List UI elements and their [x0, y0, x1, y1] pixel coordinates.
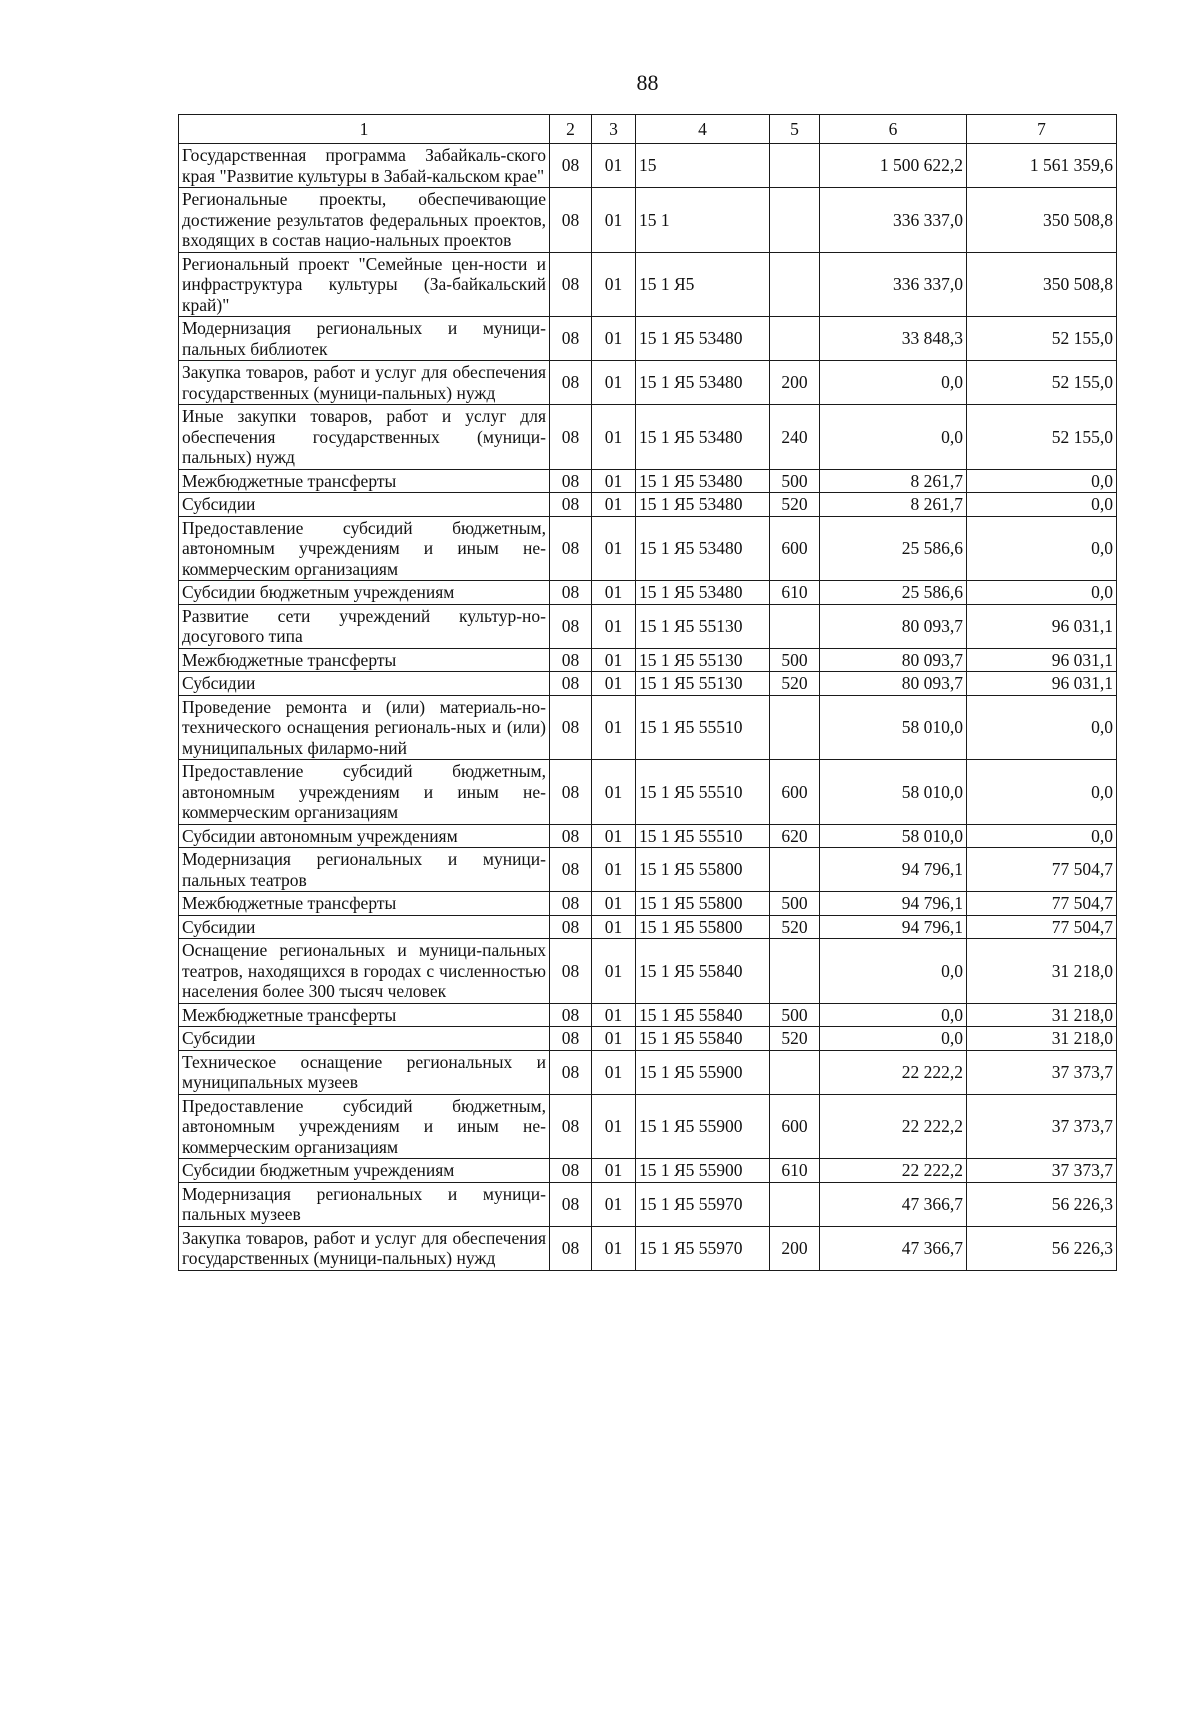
target-article-code: 15 1 Я5 55800	[636, 848, 770, 892]
header-cell: 3	[592, 115, 636, 144]
amount-year-1: 80 093,7	[820, 604, 967, 648]
expense-type-code: 500	[770, 648, 820, 672]
amount-year-1: 336 337,0	[820, 188, 967, 253]
section-code: 08	[550, 892, 592, 916]
row-description: Региональные проекты, обеспечивающие достижение результатов федеральных проектов, входящих в состав нацио-нальных проектов	[179, 188, 550, 253]
table-row	[179, 188, 1117, 253]
table-row	[179, 581, 1117, 605]
amount-year-2: 56 226,3	[967, 1226, 1117, 1270]
amount-year-2: 37 373,7	[967, 1050, 1117, 1094]
table-row	[179, 1226, 1117, 1270]
row-description: Модернизация региональных и муници-пальных музеев	[179, 1182, 550, 1226]
target-article-code: 15 1 Я5 55970	[636, 1226, 770, 1270]
target-article-code: 15 1 Я5 53480	[636, 581, 770, 605]
subsection-code: 01	[592, 760, 636, 825]
header-cell: 4	[636, 115, 770, 144]
row-description: Межбюджетные трансферты	[179, 469, 550, 493]
subsection-code: 01	[592, 188, 636, 253]
amount-year-1: 47 366,7	[820, 1182, 967, 1226]
target-article-code: 15 1 Я5 55840	[636, 1003, 770, 1027]
target-article-code: 15 1 Я5 53480	[636, 361, 770, 405]
table-row	[179, 695, 1117, 760]
expense-type-code: 620	[770, 824, 820, 848]
target-article-code: 15 1 Я5 53480	[636, 405, 770, 470]
table-row	[179, 361, 1117, 405]
expense-type-code: 520	[770, 493, 820, 517]
amount-year-1: 8 261,7	[820, 493, 967, 517]
row-description: Предоставление субсидий бюджетным, автономным учреждениям и иным не-коммерческим организациям	[179, 516, 550, 581]
target-article-code: 15 1 Я5 55840	[636, 1027, 770, 1051]
amount-year-2: 0,0	[967, 760, 1117, 825]
expense-type-code: 240	[770, 405, 820, 470]
section-code: 08	[550, 672, 592, 696]
target-article-code: 15 1 Я5 53480	[636, 516, 770, 581]
row-description: Оснащение региональных и муници-пальных театров, находящихся в городах с численностью населения более 300 тысяч человек	[179, 939, 550, 1004]
section-code: 08	[550, 604, 592, 648]
expense-type-code: 610	[770, 1159, 820, 1183]
amount-year-2: 52 155,0	[967, 405, 1117, 470]
subsection-code: 01	[592, 915, 636, 939]
section-code: 08	[550, 405, 592, 470]
amount-year-2: 0,0	[967, 824, 1117, 848]
target-article-code: 15 1 Я5 55510	[636, 695, 770, 760]
amount-year-2: 0,0	[967, 469, 1117, 493]
subsection-code: 01	[592, 892, 636, 916]
row-description: Субсидии автономным учреждениям	[179, 824, 550, 848]
section-code: 08	[550, 581, 592, 605]
expense-type-code: 500	[770, 1003, 820, 1027]
amount-year-2: 31 218,0	[967, 1027, 1117, 1051]
section-code: 08	[550, 915, 592, 939]
expense-type-code: 600	[770, 1094, 820, 1159]
subsection-code: 01	[592, 1182, 636, 1226]
row-description: Модернизация региональных и муници-пальных театров	[179, 848, 550, 892]
table-row	[179, 939, 1117, 1004]
target-article-code: 15 1 Я5 53480	[636, 317, 770, 361]
expense-type-code: 610	[770, 581, 820, 605]
amount-year-2: 350 508,8	[967, 188, 1117, 253]
target-article-code: 15 1 Я5 55510	[636, 760, 770, 825]
section-code: 08	[550, 1182, 592, 1226]
subsection-code: 01	[592, 1094, 636, 1159]
amount-year-2: 96 031,1	[967, 604, 1117, 648]
expense-type-code: 500	[770, 892, 820, 916]
amount-year-1: 336 337,0	[820, 252, 967, 317]
subsection-code: 01	[592, 1226, 636, 1270]
budget-table	[178, 114, 1117, 1271]
amount-year-1: 0,0	[820, 939, 967, 1004]
row-description: Субсидии	[179, 493, 550, 517]
amount-year-2: 0,0	[967, 516, 1117, 581]
target-article-code: 15 1 Я5 53480	[636, 469, 770, 493]
target-article-code: 15 1 Я5 55130	[636, 604, 770, 648]
row-description: Закупка товаров, работ и услуг для обеспечения государственных (муници-пальных) нужд	[179, 1226, 550, 1270]
target-article-code: 15 1 Я5	[636, 252, 770, 317]
expense-type-code: 520	[770, 672, 820, 696]
row-description: Техническое оснащение региональных и муниципальных музеев	[179, 1050, 550, 1094]
amount-year-2: 37 373,7	[967, 1159, 1117, 1183]
amount-year-2: 52 155,0	[967, 361, 1117, 405]
header-cell: 1	[179, 115, 550, 144]
expense-type-code: 200	[770, 1226, 820, 1270]
amount-year-1: 22 222,2	[820, 1094, 967, 1159]
section-code: 08	[550, 824, 592, 848]
section-code: 08	[550, 648, 592, 672]
expense-type-code	[770, 1182, 820, 1226]
amount-year-1: 22 222,2	[820, 1050, 967, 1094]
row-description: Межбюджетные трансферты	[179, 1003, 550, 1027]
table-row	[179, 405, 1117, 470]
row-description: Субсидии	[179, 1027, 550, 1051]
subsection-code: 01	[592, 848, 636, 892]
section-code: 08	[550, 848, 592, 892]
row-description: Предоставление субсидий бюджетным, автономным учреждениям и иным не-коммерческим организациям	[179, 760, 550, 825]
table-row	[179, 892, 1117, 916]
subsection-code: 01	[592, 317, 636, 361]
amount-year-1: 80 093,7	[820, 672, 967, 696]
target-article-code: 15 1 Я5 55130	[636, 648, 770, 672]
table-row	[179, 516, 1117, 581]
header-cell: 7	[967, 115, 1117, 144]
subsection-code: 01	[592, 672, 636, 696]
section-code: 08	[550, 760, 592, 825]
amount-year-1: 58 010,0	[820, 695, 967, 760]
target-article-code: 15 1 Я5 55900	[636, 1094, 770, 1159]
section-code: 08	[550, 1003, 592, 1027]
amount-year-1: 94 796,1	[820, 915, 967, 939]
target-article-code: 15 1	[636, 188, 770, 253]
subsection-code: 01	[592, 252, 636, 317]
amount-year-2: 56 226,3	[967, 1182, 1117, 1226]
expense-type-code	[770, 144, 820, 188]
row-description: Субсидии	[179, 915, 550, 939]
section-code: 08	[550, 939, 592, 1004]
target-article-code: 15 1 Я5 55130	[636, 672, 770, 696]
amount-year-2: 37 373,7	[967, 1094, 1117, 1159]
amount-year-1: 22 222,2	[820, 1159, 967, 1183]
amount-year-2: 0,0	[967, 493, 1117, 517]
table-row	[179, 848, 1117, 892]
table-row	[179, 1050, 1117, 1094]
section-code: 08	[550, 361, 592, 405]
table-row	[179, 1003, 1117, 1027]
table-row	[179, 1027, 1117, 1051]
expense-type-code	[770, 317, 820, 361]
row-description: Межбюджетные трансферты	[179, 892, 550, 916]
amount-year-1: 80 093,7	[820, 648, 967, 672]
row-description: Иные закупки товаров, работ и услуг для обеспечения государственных (муници-пальных) нужд	[179, 405, 550, 470]
amount-year-1: 47 366,7	[820, 1226, 967, 1270]
page-number: 88	[636, 70, 659, 95]
subsection-code: 01	[592, 361, 636, 405]
amount-year-2: 77 504,7	[967, 848, 1117, 892]
table-row	[179, 760, 1117, 825]
row-description: Субсидии	[179, 672, 550, 696]
expense-type-code	[770, 604, 820, 648]
target-article-code: 15 1 Я5 55800	[636, 915, 770, 939]
expense-type-code	[770, 848, 820, 892]
amount-year-2: 31 218,0	[967, 1003, 1117, 1027]
section-code: 08	[550, 144, 592, 188]
table-row	[179, 317, 1117, 361]
row-description: Проведение ремонта и (или) материаль-но-технического оснащения региональ-ных и (или) муниципальных филармо-ний	[179, 695, 550, 760]
table-row	[179, 1094, 1117, 1159]
subsection-code: 01	[592, 1159, 636, 1183]
section-code: 08	[550, 252, 592, 317]
subsection-code: 01	[592, 1027, 636, 1051]
section-code: 08	[550, 1159, 592, 1183]
amount-year-1: 1 500 622,2	[820, 144, 967, 188]
amount-year-1: 0,0	[820, 361, 967, 405]
amount-year-1: 33 848,3	[820, 317, 967, 361]
table-row	[179, 493, 1117, 517]
row-description: Государственная программа Забайкаль-ского края "Развитие культуры в Забай-кальском крае"	[179, 144, 550, 188]
expense-type-code: 520	[770, 1027, 820, 1051]
table-row	[179, 252, 1117, 317]
amount-year-1: 58 010,0	[820, 760, 967, 825]
row-description: Закупка товаров, работ и услуг для обеспечения государственных (муници-пальных) нужд	[179, 361, 550, 405]
header-cell: 2	[550, 115, 592, 144]
subsection-code: 01	[592, 939, 636, 1004]
section-code: 08	[550, 516, 592, 581]
subsection-code: 01	[592, 581, 636, 605]
amount-year-1: 0,0	[820, 1027, 967, 1051]
amount-year-1: 94 796,1	[820, 848, 967, 892]
amount-year-1: 25 586,6	[820, 581, 967, 605]
target-article-code: 15 1 Я5 55970	[636, 1182, 770, 1226]
header-cell: 5	[770, 115, 820, 144]
amount-year-2: 52 155,0	[967, 317, 1117, 361]
target-article-code: 15 1 Я5 55840	[636, 939, 770, 1004]
table-row	[179, 604, 1117, 648]
header-cell: 6	[820, 115, 967, 144]
expense-type-code: 600	[770, 516, 820, 581]
row-description: Субсидии бюджетным учреждениям	[179, 1159, 550, 1183]
subsection-code: 01	[592, 695, 636, 760]
amount-year-2: 31 218,0	[967, 939, 1117, 1004]
subsection-code: 01	[592, 144, 636, 188]
section-code: 08	[550, 1050, 592, 1094]
row-description: Модернизация региональных и муници-пальных библиотек	[179, 317, 550, 361]
expense-type-code: 600	[770, 760, 820, 825]
table-row	[179, 824, 1117, 848]
amount-year-1: 25 586,6	[820, 516, 967, 581]
expense-type-code: 520	[770, 915, 820, 939]
subsection-code: 01	[592, 1003, 636, 1027]
subsection-code: 01	[592, 604, 636, 648]
target-article-code: 15	[636, 144, 770, 188]
amount-year-2: 96 031,1	[967, 672, 1117, 696]
section-code: 08	[550, 469, 592, 493]
row-description: Развитие сети учреждений культур-но-досугового типа	[179, 604, 550, 648]
table-row	[179, 1182, 1117, 1226]
target-article-code: 15 1 Я5 55900	[636, 1050, 770, 1094]
subsection-code: 01	[592, 493, 636, 517]
expense-type-code	[770, 188, 820, 253]
row-description: Субсидии бюджетным учреждениям	[179, 581, 550, 605]
amount-year-1: 58 010,0	[820, 824, 967, 848]
row-description: Предоставление субсидий бюджетным, автономным учреждениям и иным не-коммерческим организациям	[179, 1094, 550, 1159]
target-article-code: 15 1 Я5 53480	[636, 493, 770, 517]
expense-type-code	[770, 939, 820, 1004]
expense-type-code: 500	[770, 469, 820, 493]
table-row	[179, 672, 1117, 696]
amount-year-2: 96 031,1	[967, 648, 1117, 672]
amount-year-1: 0,0	[820, 405, 967, 470]
section-code: 08	[550, 695, 592, 760]
amount-year-2: 350 508,8	[967, 252, 1117, 317]
table-row	[179, 144, 1117, 188]
table-row	[179, 648, 1117, 672]
section-code: 08	[550, 188, 592, 253]
row-description: Региональный проект "Семейные цен-ности и инфраструктура культуры (За-байкальский край)"	[179, 252, 550, 317]
section-code: 08	[550, 1027, 592, 1051]
amount-year-2: 0,0	[967, 581, 1117, 605]
section-code: 08	[550, 493, 592, 517]
target-article-code: 15 1 Я5 55800	[636, 892, 770, 916]
table-row	[179, 915, 1117, 939]
table-row	[179, 469, 1117, 493]
section-code: 08	[550, 1094, 592, 1159]
section-code: 08	[550, 317, 592, 361]
amount-year-1: 8 261,7	[820, 469, 967, 493]
table-header-row	[179, 115, 1117, 144]
target-article-code: 15 1 Я5 55900	[636, 1159, 770, 1183]
subsection-code: 01	[592, 405, 636, 470]
table-row	[179, 1159, 1117, 1183]
amount-year-2: 77 504,7	[967, 915, 1117, 939]
amount-year-1: 0,0	[820, 1003, 967, 1027]
amount-year-2: 77 504,7	[967, 892, 1117, 916]
subsection-code: 01	[592, 516, 636, 581]
subsection-code: 01	[592, 824, 636, 848]
row-description: Межбюджетные трансферты	[179, 648, 550, 672]
expense-type-code	[770, 252, 820, 317]
amount-year-2: 1 561 359,6	[967, 144, 1117, 188]
section-code: 08	[550, 1226, 592, 1270]
target-article-code: 15 1 Я5 55510	[636, 824, 770, 848]
expense-type-code: 200	[770, 361, 820, 405]
subsection-code: 01	[592, 469, 636, 493]
expense-type-code	[770, 695, 820, 760]
amount-year-2: 0,0	[967, 695, 1117, 760]
subsection-code: 01	[592, 648, 636, 672]
expense-type-code	[770, 1050, 820, 1094]
subsection-code: 01	[592, 1050, 636, 1094]
amount-year-1: 94 796,1	[820, 892, 967, 916]
